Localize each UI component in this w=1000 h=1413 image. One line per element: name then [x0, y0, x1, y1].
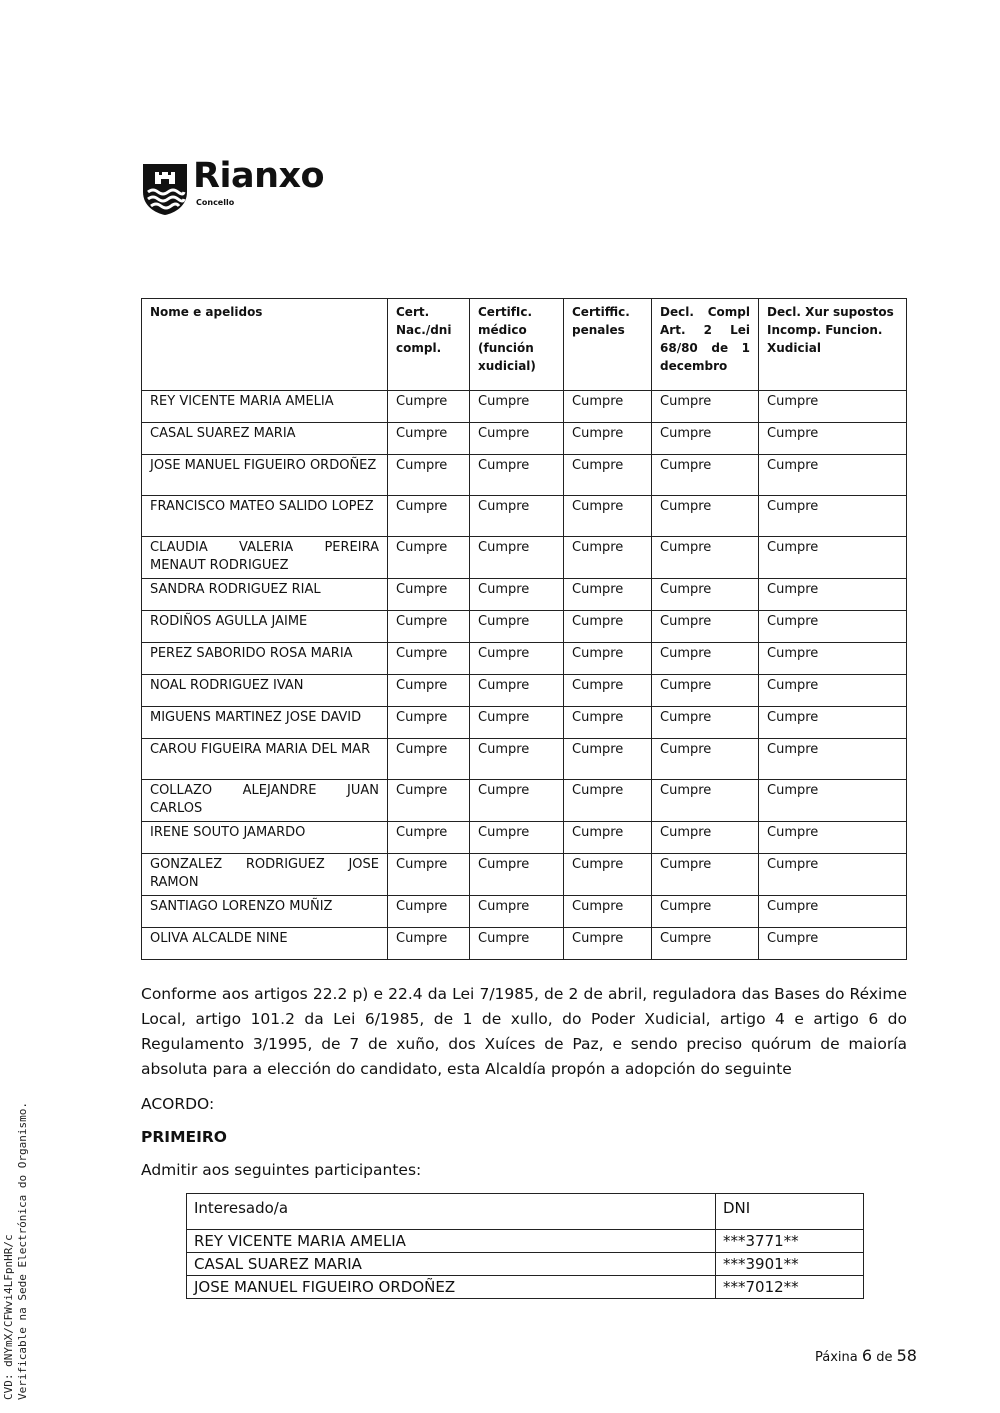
row-status-c4: Cumpre [652, 854, 759, 896]
row-name: CASAL SUAREZ MARIA [142, 423, 388, 455]
row-status-c5: Cumpre [759, 675, 907, 707]
participant-dni: ***3771** [716, 1230, 864, 1253]
row-status-c3: Cumpre [564, 707, 652, 739]
verification-code: CVD: dNYmX/CFWvi4LFpnHR/c [2, 1234, 15, 1400]
row-status-c3: Cumpre [564, 455, 652, 496]
row-status-c1: Cumpre [388, 496, 470, 537]
participants-header-row [187, 1194, 864, 1230]
row-status-c5: Cumpre [759, 780, 907, 822]
row-status-c5: Cumpre [759, 391, 907, 423]
table-row [142, 579, 907, 611]
row-status-c3: Cumpre [564, 928, 652, 960]
row-name: IRENE SOUTO JAMARDO [142, 822, 388, 854]
row-status-c2: Cumpre [470, 780, 564, 822]
page-of: de [876, 1350, 893, 1365]
primeiro-heading: PRIMEIRO [141, 1128, 227, 1146]
row-status-c4: Cumpre [652, 611, 759, 643]
row-name: MIGUENS MARTINEZ JOSE DAVID [142, 707, 388, 739]
row-status-c2: Cumpre [470, 455, 564, 496]
row-status-c4: Cumpre [652, 423, 759, 455]
header-cert-penales: Certiffic. penales [564, 299, 652, 391]
row-status-c4: Cumpre [652, 537, 759, 579]
row-status-c4: Cumpre [652, 896, 759, 928]
row-status-c1: Cumpre [388, 707, 470, 739]
row-status-c5: Cumpre [759, 739, 907, 780]
row-name: PEREZ SABORIDO ROSA MARIA [142, 643, 388, 675]
row-status-c3: Cumpre [564, 643, 652, 675]
row-status-c5: Cumpre [759, 455, 907, 496]
header-cert-medico: CertifIc. médico (función xudicial) [470, 299, 564, 391]
row-status-c3: Cumpre [564, 579, 652, 611]
row-status-c1: Cumpre [388, 854, 470, 896]
participant-row [187, 1253, 864, 1276]
rianxo-logo [141, 156, 346, 218]
rianxo-shield-icon [141, 162, 189, 216]
verification-note: Verificable na Sede Electrónica do Organismo. [16, 1101, 29, 1400]
table-row [142, 739, 907, 780]
row-status-c4: Cumpre [652, 455, 759, 496]
row-status-c2: Cumpre [470, 423, 564, 455]
row-status-c1: Cumpre [388, 896, 470, 928]
row-name: COLLAZO ALEJANDRE JUAN CARLOS [142, 780, 388, 822]
table-row [142, 643, 907, 675]
row-status-c5: Cumpre [759, 707, 907, 739]
row-status-c2: Cumpre [470, 707, 564, 739]
header-decl-compl: Decl. Compl Art. 2 Lei 68/80 de 1 decembro [652, 299, 759, 391]
table-row [142, 854, 907, 896]
row-status-c5: Cumpre [759, 496, 907, 537]
table-row [142, 455, 907, 496]
row-name: CAROU FIGUEIRA MARIA DEL MAR [142, 739, 388, 780]
row-status-c3: Cumpre [564, 822, 652, 854]
header-name: Nome e apelidos [142, 299, 388, 391]
row-status-c1: Cumpre [388, 822, 470, 854]
row-status-c5: Cumpre [759, 579, 907, 611]
row-status-c2: Cumpre [470, 579, 564, 611]
row-status-c1: Cumpre [388, 643, 470, 675]
row-status-c5: Cumpre [759, 854, 907, 896]
row-name: SANDRA RODRIGUEZ RIAL [142, 579, 388, 611]
row-status-c3: Cumpre [564, 496, 652, 537]
table-row [142, 707, 907, 739]
row-status-c4: Cumpre [652, 707, 759, 739]
compliance-table [141, 298, 907, 960]
row-status-c2: Cumpre [470, 496, 564, 537]
row-name: OLIVA ALCALDE NINE [142, 928, 388, 960]
table-row [142, 537, 907, 579]
acordo-heading: ACORDO: [141, 1095, 215, 1113]
row-status-c3: Cumpre [564, 675, 652, 707]
row-status-c5: Cumpre [759, 643, 907, 675]
row-status-c1: Cumpre [388, 423, 470, 455]
legal-paragraph: Conforme aos artigos 22.2 p) e 22.4 da Lei 7/1985, de 2 de abril, reguladora das Bases do Réxime Local, artigo 101.2 da Lei 6/1985, de 1 de xullo, do Poder Xudicial, artigo 4 e artigo 6 do Regulamento 3/1995, de 7 de xuño, dos Xuíces de Paz, e sendo preciso quórum de maioría absoluta para a elección do candidato, esta Alcaldía propón a adopción do seguinte [141, 985, 907, 1078]
page-number [815, 1346, 917, 1365]
row-name: RODIÑOS AGULLA JAIME [142, 611, 388, 643]
header-interesado: Interesado/a [187, 1194, 716, 1230]
participant-name: CASAL SUAREZ MARIA [187, 1253, 716, 1276]
participants-table [186, 1193, 864, 1299]
participant-row [187, 1276, 864, 1299]
table-row [142, 496, 907, 537]
row-status-c4: Cumpre [652, 391, 759, 423]
row-status-c4: Cumpre [652, 579, 759, 611]
row-status-c3: Cumpre [564, 854, 652, 896]
header-dni: DNI [716, 1194, 864, 1230]
logo-name: Rianxo [193, 156, 325, 196]
row-status-c2: Cumpre [470, 854, 564, 896]
table-row [142, 675, 907, 707]
row-status-c2: Cumpre [470, 739, 564, 780]
row-status-c1: Cumpre [388, 675, 470, 707]
row-status-c2: Cumpre [470, 611, 564, 643]
row-status-c3: Cumpre [564, 423, 652, 455]
header-cert-nac: Cert. Nac./dni compl. [388, 299, 470, 391]
row-status-c3: Cumpre [564, 537, 652, 579]
participant-name: JOSE MANUEL FIGUEIRO ORDOÑEZ [187, 1276, 716, 1299]
table-row [142, 611, 907, 643]
row-name: REY VICENTE MARIA AMELIA [142, 391, 388, 423]
row-status-c2: Cumpre [470, 896, 564, 928]
row-status-c4: Cumpre [652, 780, 759, 822]
row-status-c2: Cumpre [470, 822, 564, 854]
row-status-c5: Cumpre [759, 822, 907, 854]
row-status-c4: Cumpre [652, 739, 759, 780]
participant-dni: ***7012** [716, 1276, 864, 1299]
row-status-c3: Cumpre [564, 780, 652, 822]
table-row [142, 423, 907, 455]
table-row [142, 391, 907, 423]
row-status-c2: Cumpre [470, 928, 564, 960]
row-status-c2: Cumpre [470, 537, 564, 579]
row-status-c1: Cumpre [388, 611, 470, 643]
row-status-c1: Cumpre [388, 537, 470, 579]
row-status-c5: Cumpre [759, 928, 907, 960]
row-name: SANTIAGO LORENZO MUÑIZ [142, 896, 388, 928]
table-row [142, 822, 907, 854]
table-row [142, 780, 907, 822]
row-status-c1: Cumpre [388, 391, 470, 423]
table-header-row [142, 299, 907, 391]
row-status-c1: Cumpre [388, 579, 470, 611]
table-row [142, 896, 907, 928]
table-row [142, 928, 907, 960]
header-decl-xur: Decl. Xur supostos Incomp. Funcion. Xudicial [759, 299, 907, 391]
row-status-c3: Cumpre [564, 391, 652, 423]
row-status-c5: Cumpre [759, 896, 907, 928]
row-status-c3: Cumpre [564, 611, 652, 643]
verification-stamp [2, 1102, 30, 1400]
page-label: Páxina [815, 1350, 858, 1365]
page-current: 6 [861, 1346, 873, 1365]
row-status-c5: Cumpre [759, 611, 907, 643]
participant-name: REY VICENTE MARIA AMELIA [187, 1230, 716, 1253]
row-status-c2: Cumpre [470, 643, 564, 675]
row-status-c1: Cumpre [388, 739, 470, 780]
row-status-c2: Cumpre [470, 675, 564, 707]
row-status-c3: Cumpre [564, 896, 652, 928]
logo-subtitle: Concello [196, 198, 235, 207]
row-name: FRANCISCO MATEO SALIDO LOPEZ [142, 496, 388, 537]
row-name: JOSE MANUEL FIGUEIRO ORDOÑEZ [142, 455, 388, 496]
row-status-c1: Cumpre [388, 780, 470, 822]
row-status-c5: Cumpre [759, 423, 907, 455]
row-status-c2: Cumpre [470, 391, 564, 423]
row-name: CLAUDIA VALERIA PEREIRA MENAUT RODRIGUEZ [142, 537, 388, 579]
row-status-c4: Cumpre [652, 643, 759, 675]
row-status-c4: Cumpre [652, 496, 759, 537]
page-total: 58 [896, 1346, 917, 1365]
row-status-c4: Cumpre [652, 822, 759, 854]
participant-row [187, 1230, 864, 1253]
row-status-c5: Cumpre [759, 537, 907, 579]
row-status-c3: Cumpre [564, 739, 652, 780]
admitir-text: Admitir aos seguintes participantes: [141, 1161, 422, 1179]
row-status-c4: Cumpre [652, 675, 759, 707]
row-status-c1: Cumpre [388, 928, 470, 960]
row-status-c4: Cumpre [652, 928, 759, 960]
participant-dni: ***3901** [716, 1253, 864, 1276]
row-status-c1: Cumpre [388, 455, 470, 496]
row-name: NOAL RODRIGUEZ IVAN [142, 675, 388, 707]
row-name: GONZALEZ RODRIGUEZ JOSE RAMON [142, 854, 388, 896]
